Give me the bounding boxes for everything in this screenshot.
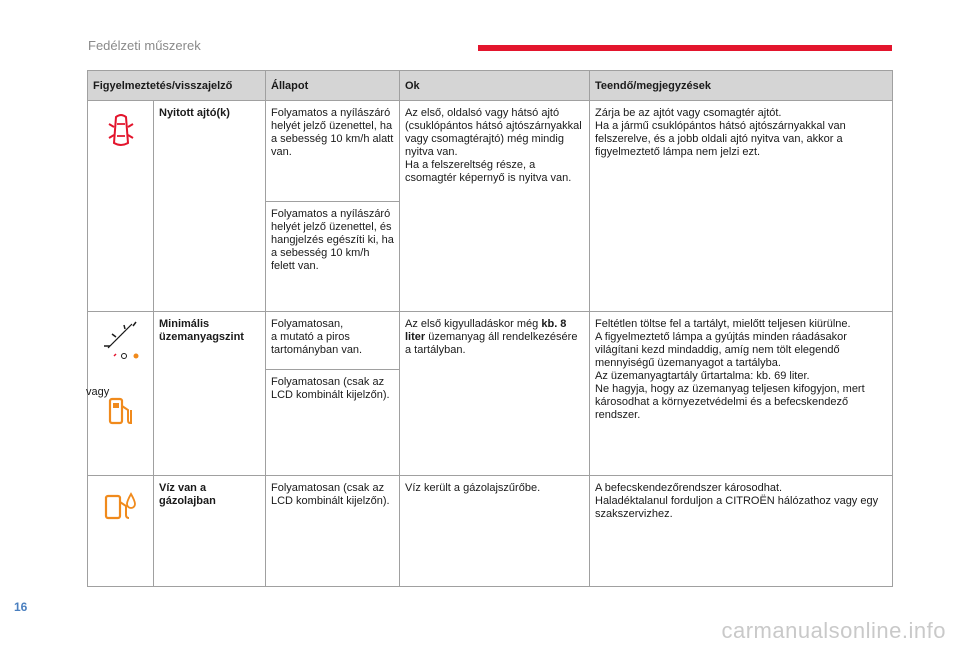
- indicator-name: Víz van a gázolajban: [154, 476, 266, 587]
- column-header-action: Teendő/megjegyzések: [590, 71, 893, 101]
- watermark: carmanualsonline.info: [721, 618, 946, 643]
- indicator-name: Nyitott ajtó(k): [154, 101, 266, 312]
- section-title: Fedélzeti műszerek: [88, 38, 201, 53]
- cause-text: [400, 312, 590, 476]
- column-header-cause: Ok: [400, 71, 590, 101]
- water-in-diesel-icon: [104, 490, 138, 520]
- action-text: A befecskendezőrendszer károsodhat. Haladéktalanul forduljon a CITROËN hálózathoz vagy egy szakszervizhez.: [590, 476, 893, 587]
- section-accent-bar: [478, 45, 892, 51]
- column-header-state: Állapot: [266, 71, 400, 101]
- open-door-car-icon: [108, 113, 134, 149]
- action-text: Feltétlen töltse fel a tartályt, mielőtt teljesen kiürülne. A figyelmeztető lámpa a gyújtás minden ráadásakor világítani kezd mindaddig, amíg nem tölt elegendő mennyiségű üzemanyagot a tartályba. Az üzemanyagtartály űrtartalma: kb. 69 liter. Ne hagyja, hogy az üzemanyag teljesen kifogyjon, mert károsodhat a környezetvédelmi és a befecskendező rendszer.: [590, 312, 893, 476]
- fuel-reserve-amount: kb. 8 liter: [405, 318, 567, 343]
- cause-prefix: Az első kigyulladáskor még: [405, 318, 539, 330]
- table-row: [88, 101, 893, 202]
- fuel-gauge-icon: [102, 316, 142, 364]
- table-header-row: [88, 71, 893, 101]
- table-row: [88, 476, 893, 587]
- or-text: vagy: [86, 386, 110, 398]
- state-text: Folyamatosan, a mutató a piros tartományban van.: [266, 312, 400, 370]
- cause-text: Víz került a gázolajszűrőbe.: [400, 476, 590, 587]
- warning-lamps-table: [87, 70, 893, 587]
- state-text: Folyamatosan (csak az LCD kombinált kijelzőn).: [266, 476, 400, 587]
- state-text: Folyamatos a nyílászáró helyét jelző üzenettel, ha a sebesség 10 km/h alatt van.: [266, 101, 400, 202]
- page-number: 16: [14, 600, 28, 614]
- indicator-name: Minimális üzemanyagszint: [154, 312, 266, 476]
- icon-cell-fuel: [88, 312, 154, 476]
- table-row: [88, 312, 893, 370]
- state-text: Folyamatosan (csak az LCD kombinált kijelzőn).: [266, 370, 400, 476]
- cause-suffix: üzemanyag áll rendelkezésére a tartályban.: [405, 331, 578, 356]
- cause-text: Az első, oldalsó vagy hátsó ajtó (csuklópántos hátsó ajtószárnyakkal vagy csomagtérajtó) még mindig nyitva van. Ha a felszereltség része, a csomagtér képernyő is nyitva van.: [400, 101, 590, 312]
- state-text: Folyamatos a nyílászáró helyét jelző üzenettel, és hangjelzés egészíti ki, ha a sebesség 10 km/h felett van.: [266, 202, 400, 312]
- icon-cell-water: [88, 476, 154, 587]
- action-text: Zárja be az ajtót vagy csomagtér ajtót. Ha a jármű csuklópántos hátsó ajtószárnyakkal van felszerelve, és a jobb oldali ajtó nyitva van, akkor a figyelmeztető lámpa nem jelzi ezt.: [590, 101, 893, 312]
- fuel-pump-icon: [108, 396, 134, 426]
- column-header-indicator: Figyelmeztetés/visszajelző: [88, 71, 266, 101]
- icon-cell-door: [88, 101, 154, 312]
